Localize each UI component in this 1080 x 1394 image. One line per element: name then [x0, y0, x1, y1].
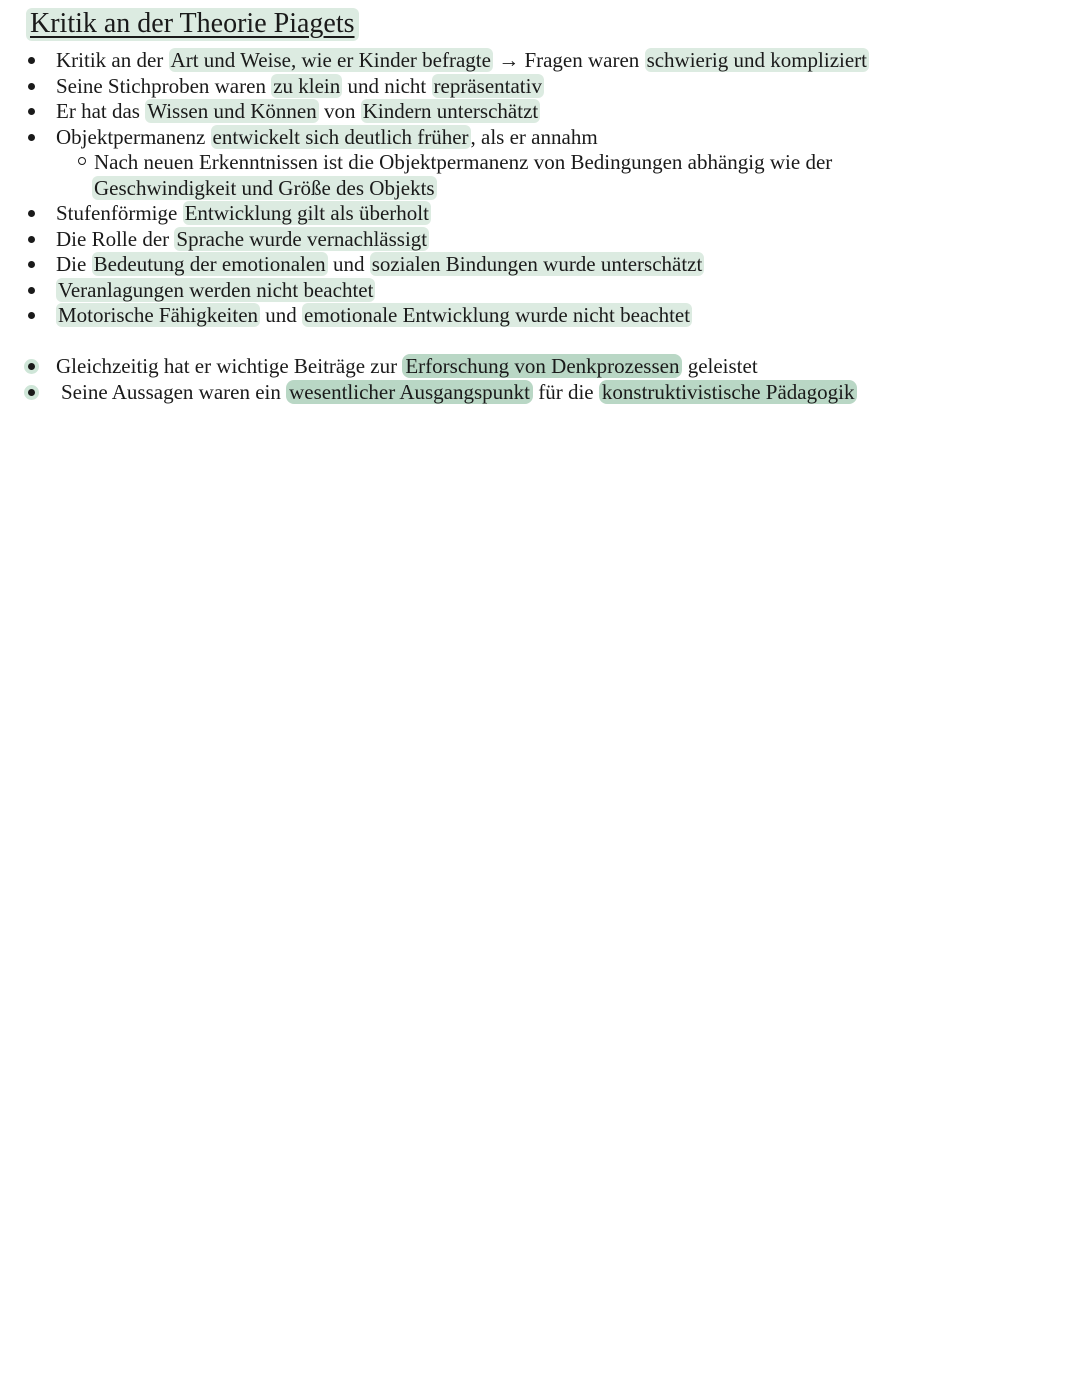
sub-bullet-icon	[78, 157, 86, 165]
list-item-text	[61, 380, 857, 405]
text-plain: und	[260, 303, 303, 327]
bullet-icon	[26, 361, 37, 372]
text-plain: Seine Stichproben waren	[56, 74, 272, 98]
list-item-text	[56, 227, 429, 252]
bullet-icon	[28, 287, 35, 294]
bullet-icon	[28, 83, 35, 90]
text-highlight: Veranlagungen werden nicht beachtet	[58, 278, 374, 302]
text-plain: von	[318, 99, 361, 123]
text-plain: Die	[56, 252, 92, 276]
list-item-text	[56, 125, 598, 150]
bullet-icon	[28, 261, 35, 268]
bullet-icon	[28, 134, 35, 141]
text-plain: Gleichzeitig hat er wichtige Beiträge zur	[56, 354, 403, 378]
text-highlight: Entwicklung gilt als überholt	[184, 201, 429, 225]
text-plain: Objektpermanenz	[56, 125, 211, 149]
text-plain: , als er annahm	[470, 125, 598, 149]
text-plain: und	[327, 252, 370, 276]
bullet-icon	[28, 108, 35, 115]
list-item-text	[56, 201, 431, 226]
text-plain: → Fragen waren	[492, 48, 645, 72]
text-plain: und nicht	[342, 74, 432, 98]
text-highlight: Geschwindigkeit und Größe des Objekts	[94, 176, 435, 200]
bullet-icon	[28, 210, 35, 217]
sub-list-item-text	[92, 176, 437, 201]
page-title	[26, 6, 359, 42]
text-highlight: schwierig und kompliziert	[646, 48, 868, 72]
bullet-icon	[26, 387, 37, 398]
text-plain: Seine Aussagen waren ein	[61, 380, 287, 404]
text-plain: Die Rolle der	[56, 227, 175, 251]
sub-list-item-text	[78, 150, 832, 175]
text-highlight: konstruktivistische Pädagogik	[599, 380, 858, 404]
list-item-text	[56, 354, 758, 379]
title-text: Kritik an der Theorie Piagets	[26, 8, 359, 41]
text-highlight: Kindern unterschätzt	[362, 99, 539, 123]
text-plain: Kritik an der	[56, 48, 169, 72]
text-highlight: emotionale Entwicklung wurde nicht beachtet	[304, 303, 691, 327]
text-highlight: sozialen Bindungen wurde unterschätzt	[371, 252, 703, 276]
list-item-text	[56, 74, 544, 99]
text-plain: geleistet	[682, 354, 758, 378]
text-highlight: Wissen und Können	[147, 99, 317, 123]
text-plain: Nach neuen Erkenntnissen ist die Objektpermanenz von Bedingungen abhängig wie der	[94, 150, 833, 174]
bullet-icon	[28, 57, 35, 64]
text-plain: für die	[532, 380, 599, 404]
bullet-icon	[28, 236, 35, 243]
text-highlight: zu klein	[273, 74, 341, 98]
text-plain: Stufenförmige	[56, 201, 183, 225]
list-item-text	[56, 99, 540, 124]
text-highlight: entwickelt sich deutlich früher	[212, 125, 469, 149]
bullet-icon	[28, 312, 35, 319]
list-item-text	[56, 48, 869, 73]
text-plain: Er hat das	[56, 99, 146, 123]
text-highlight: Bedeutung der emotionalen	[93, 252, 326, 276]
text-highlight: Erforschung von Denkprozessen	[402, 354, 682, 378]
text-highlight: Motorische Fähigkeiten	[58, 303, 259, 327]
list-item-text	[56, 278, 375, 303]
list-item-text	[56, 303, 692, 328]
text-highlight: repräsentativ	[433, 74, 542, 98]
list-item-text	[56, 252, 704, 277]
text-highlight: Art und Weise, wie er Kinder befragte	[170, 48, 491, 72]
text-highlight: Sprache wurde vernachlässigt	[176, 227, 428, 251]
text-highlight: wesentlicher Ausgangspunkt	[286, 380, 533, 404]
